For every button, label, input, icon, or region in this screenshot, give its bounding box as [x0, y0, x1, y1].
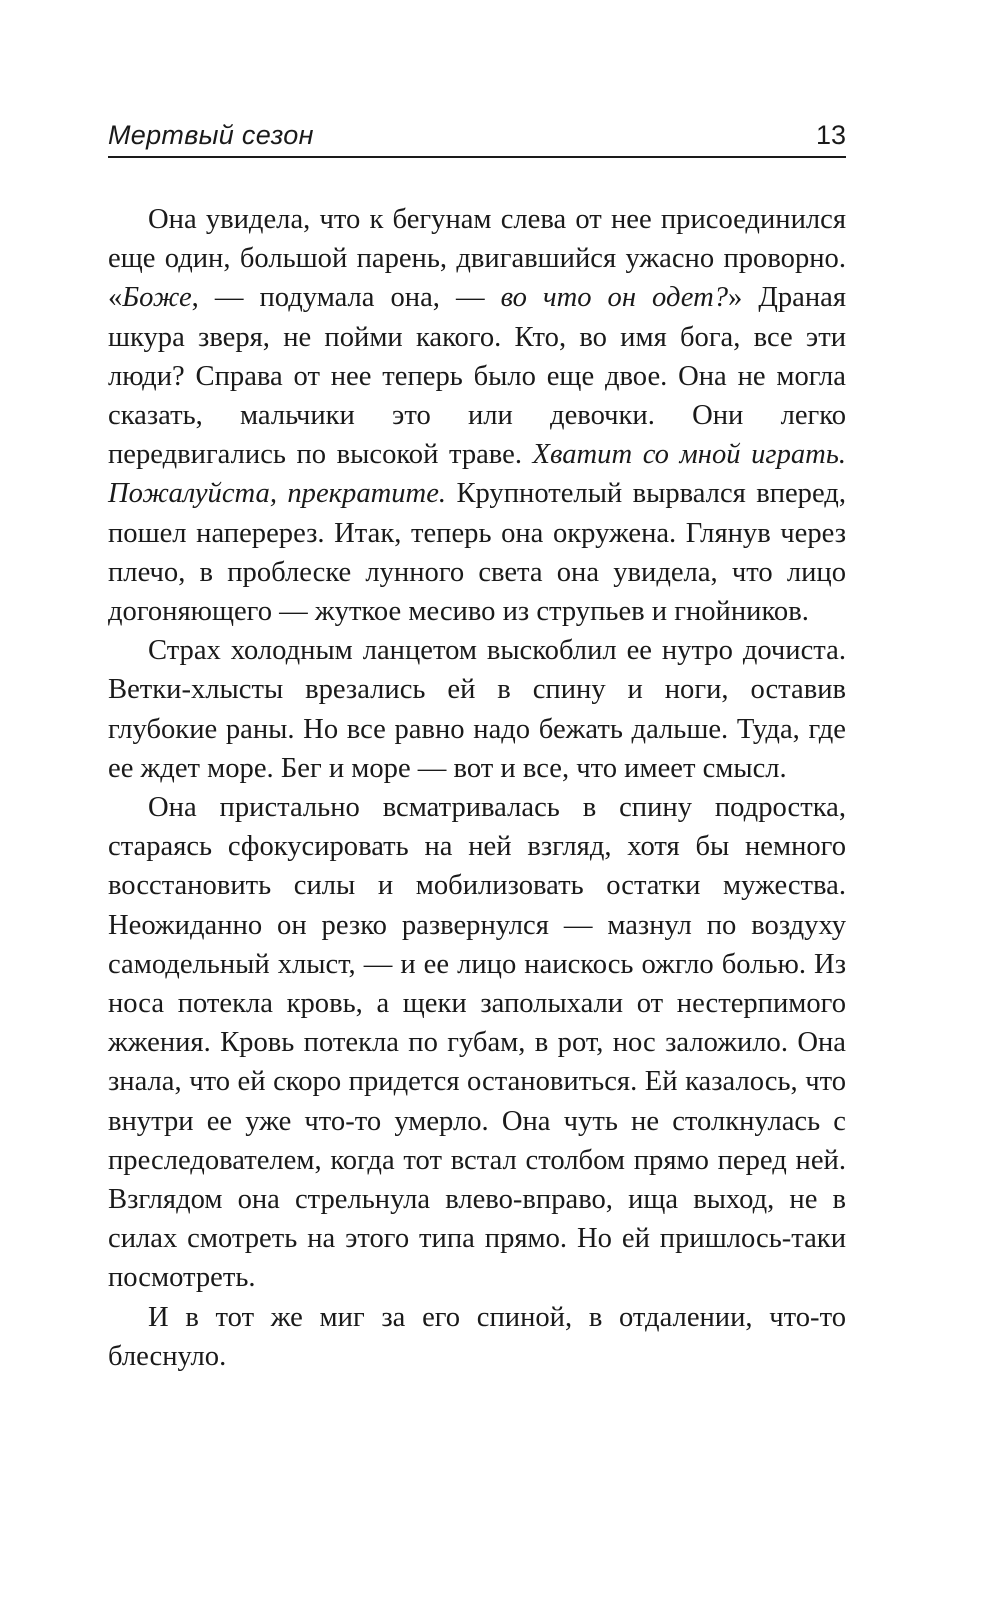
- text-segment: Она пристально всматривалась в спину подростка, стараясь сфокусировать на ней взгляд, хотя бы немного восстановить силы и мобилизовать остатки мужества. Неожиданно он резко развернулся — мазнул по воздуху самодельный хлыст, — и ее лицо наискось ожгло болью. Из носа потекла кровь, а щеки заполыхали от нестерпимого жжения. Кровь потекла по губам, в рот, нос заложило. Она знала, что ей скоро придется остановиться. Ей казалось, что внутри ее уже что-то умерло. Она чуть не столкнулась с преследователем, когда тот встал столбом прямо перед ней. Взглядом она стрельнула влево-вправо, ища выход, не в силах смотреть на этого типа прямо. Но ей пришлось-таки посмотреть.: [108, 792, 846, 1294]
- italic-segment: Боже: [122, 282, 192, 314]
- italic-segment: Хватит со мной играть. Пожалуйста, прекратите.: [108, 439, 846, 510]
- page-number: 13: [815, 120, 846, 150]
- text-segment: Крупнотелый вырвался вперед, пошел наперерез. Итак, теперь она окружена. Глянув через плечо, в проблеске лунного света она увидела, что лицо догоняющего — жуткое месиво из струпьев и гнойников.: [108, 478, 846, 628]
- running-header: [108, 118, 846, 158]
- paragraph-1: [108, 200, 846, 631]
- paragraph-3: [108, 788, 846, 1298]
- italic-segment: во что он одет?: [500, 282, 729, 314]
- book-title: Мертвый сезон: [108, 120, 314, 150]
- text-segment: Страх холодным ланцетом выскоблил ее нутро дочиста. Ветки-хлысты врезались ей в спину и ноги, оставив глубокие раны. Но все равно надо бежать дальше. Туда, где ее ждет море. Бег и море — вот и все, что имеет смысл.: [108, 635, 846, 784]
- body-text: [108, 200, 846, 1376]
- text-segment: , — подумала она, —: [191, 282, 501, 314]
- text-segment: И в тот же миг за его спиной, в отдалении, что-то блеснуло.: [108, 1301, 846, 1372]
- text-segment: Она увидела, что к бегунам слева от нее присоединился еще один, большой парень, двигавшийся ужасно проворно. «: [108, 204, 846, 314]
- book-page: [108, 118, 846, 1376]
- paragraph-2: [108, 631, 846, 788]
- text-segment: » Драная шкура зверя, не пойми какого. Кто, во имя бога, все эти люди? Справа от нее теперь было еще двое. Она не могла сказать, мальчики это или девочки. Они легко передвигались по высокой траве.: [108, 282, 847, 471]
- paragraph-4: [108, 1298, 846, 1376]
